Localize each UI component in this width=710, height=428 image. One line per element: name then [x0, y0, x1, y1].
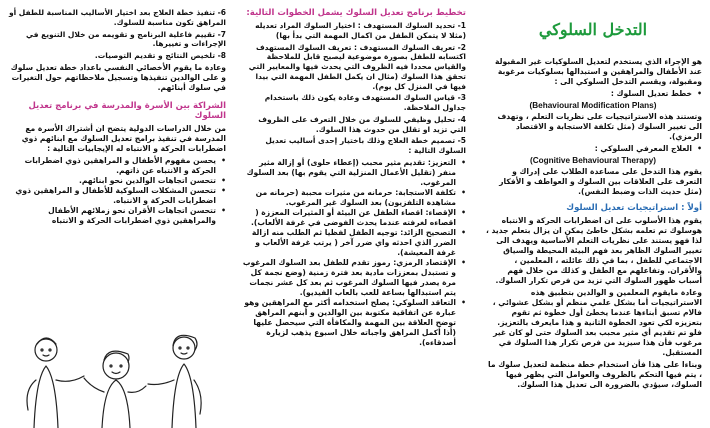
bullet-behavioural-plans: • خطط تعديل السلوك :	[484, 89, 702, 99]
bullet-cbt: • العلاج المعرفي السلوكي :	[484, 144, 702, 154]
strategies-paragraph-1: يقوم هذا الأسلوب على ان اضطرابات الحركة و الانتباه هوسلوك تم تعلمه بشكل خاطئ يمكن ان يزال بتعلم جديد ، لذا فهو يستند على نظريات التعلم الأساسية ويهدف الى تغيير السلوك الظاهر بعد فهم البيئة المحيطة والسياق الاجتماعي للطفل ، بما في ذلك عائلته ، المعلمين ، والأقران. وتفاعلهم مع الطفل و كذلك من خلال فهم أسباب ظهور السلوك التي تزيد من فرص تكرار السلوك.	[485, 216, 702, 286]
left-column	[0, 0, 232, 428]
method-item: • التعزيز: تقديم مثير محبب (إعطاء حلوى) أو إزالة مثير منفر (تقليل الأعمال المنزلية التي يقوم بها) بعد السلوك المرغوب.	[242, 158, 466, 188]
child-figure-icon	[84, 351, 146, 428]
planning-step: 5- تصميم خطة العلاج وذلك باختيار إحدى أساليب تعديل السلوك التالية :	[265, 136, 466, 155]
method-item: • الإقصاء: اقصاء الطفل عن البيئة أو المثيرات المعززة ( اقصاءه لغرفته عندما يحدث الفوضى في غرفة الألعاب).	[242, 208, 466, 228]
intro-paragraph: هو الإجراء الذي يستخدم لتعديل السلوكيات غير المقبولة عند الأطفال والمراهقين و استبدالها بسلوكيات مرغوبة ومقبولة، ويقسم التدخل السلوكي الى :	[494, 57, 702, 87]
benefit-item: • يحسن مفهوم الأطفال و المراهقين ذوي اضطرابات الحركة و الانتباه عن ذاتهم.	[4, 156, 226, 176]
method-item: • الإقتصاد الرمزي: رموز تقدم للطفل بعد السلوك المرغوب و تستبدل بمعززات مادية بعد فترة زمنية (وضع نجمة كل مرة يصدر فيها السلوك المرغوب ثم بعد كل عشر نجمات يتم استبدالها بساعة للعب بالعاب الفيديو).	[242, 258, 466, 298]
partnership-paragraph: من خلال الدراسات الدولية يتضح ان أشتراك الأسرة مع المدرسة في تنفيذ برامج تعديل السلوك مع ابنائهم ذوي اضطرابات الحركة و الانتباه له الإيجابيات التالية :	[21, 123, 226, 153]
middle-column	[236, 0, 472, 428]
benefit-item: • تتحسن المشكلات السلوكية للأطفال و المراهقين ذوي اضطرابات الحركة و الانتباه.	[4, 186, 226, 206]
bullet1-english: (Behavioural Modification Plans)	[529, 101, 657, 111]
strategies-paragraph-3: وبناءا على هذا فأن استخدام خطة منظمة لتعديل سلوك ما ، يتم فيها التحكم بالظروف والعوامل التي يظهر فيها السلوك، سيؤدي بالضرورة الى تعديل هذا السلوك.	[488, 360, 702, 390]
method-item: • التصحيح الزائد: توجيه الطفل لفظيا ثم الطلب منه ازالة الضرر الذي احدثه واي ضرر آخر ( يرتب غرفة الألعاب و غرفة المعيشة).	[242, 228, 466, 258]
psychologist-paragraph: وعادة ما يقوم الأخصائي النفسي باعداد خطة تعديل سلوك و على الوالدين تنفيذها وتسجيل ملاحظاتهم حول التغيرات في سلوك أبنائهم.	[10, 62, 226, 92]
adult-figure-icon	[27, 338, 84, 428]
strategies-paragraph-2: وعادة مايقوم المعلمين و الوالدين بتطبيق هذه الاستراتيجيات أما بشكل علمي منظم أو بشكل عشوائي ، فالام تسبق أبناءها عندما يخطئ أول خطوة ثم تقوم بتعزيزه لكي تعود الخطوة الثانية و هذا مايعرف بالتعزيز. فلو تم تقديم أي مثير محبب بعد السلوك حتى لو كان غير مرغوب فأن هذا سيزيد من فرص تكرار هذا السلوك في المستقبل.	[492, 288, 702, 358]
method-item: • تكلفة الاستجابة: حرمانه من مثيرات محببة (حرمانه من مشاهدة التلفزيون) بعد السلوك غير المرغوب.	[242, 188, 466, 208]
intervention-types-list	[484, 89, 702, 99]
planning-step: 3- قياس السلوك المستهدف وعادة يكون ذلك باستخدام جداول الملاحظة.	[264, 93, 466, 112]
continued-steps-list	[4, 8, 226, 61]
bullet2-english: (Cognitive Behavioural Therapy)	[529, 156, 657, 166]
page-title: التدخل السلوكي	[538, 20, 648, 39]
family-illustration	[6, 320, 226, 428]
partnership-heading: الشراكة بين الأسرة والمدرسة في برنامج تعديل السلوك	[28, 100, 226, 121]
right-column	[478, 0, 710, 428]
intervention-types-list-2	[484, 144, 702, 154]
planning-step: 7- تقييم فاعلية البرنامج و تقويمه من خلال التنويع في الإجراءات و تغييرها.	[26, 29, 226, 49]
planning-step: 4- تحليل وظيفي للسلوك من خلال التعرف على الظروف التي تزيد او تقلل من حدوث هذا السلوك.	[258, 114, 466, 134]
planning-step: 6- تنفيذ خطة العلاج بعد اختيار الأساليب المناسبة للطفل أو المراهق تكون مناسبة للسلوك.	[8, 8, 226, 27]
methods-list	[242, 158, 466, 348]
planning-step: 2- تعريف السلوك المستهدف : تعريف السلوك المستهدف اكتسابه للطفل بصورة موضوعية ليصبح قابل للملاحظة والقياس محددا فيه الظروف التي يحدث فيها والمعايير التي تحقق هذا السلوك (مثال ان يكمل الطفل المهمة التي بيدا فيها في المنزل كل يوم).	[248, 42, 466, 91]
adult-figure-right-icon	[148, 335, 201, 428]
benefit-item: • تتحسن اتجاهات الوالدين نحو ابنائهم.	[4, 176, 226, 186]
benefit-item: • تتحسن اتجاهات الأقران نحو زملائهم الأطفال والمراهقين ذوي اضطرابات الحركة و الانتباه	[4, 206, 226, 226]
strategies-heading: أولاً : استراتيجيات تعديل السلوك	[566, 203, 702, 214]
bullet2-description: يقوم هذا التدخل على مساعدة الطلاب على إدراك و التعرف على العلاقات بين السلوك و العواطف و الأفكار (مثل حديث الذات وضبط النفس).	[499, 167, 702, 197]
planning-step: 1- تحديد السلوك المستهدف : اختيار السلوك المراد تعديله (مثلا لا يتمكن الطفل من اكمال المهمة التي بدأ بها)	[255, 21, 466, 40]
benefits-list	[4, 156, 226, 226]
planning-heading: تخطيط برنامج تعديل السلوك يشمل الخطوات التالية:	[246, 8, 466, 18]
planning-steps-list	[242, 21, 466, 156]
method-item: • التعاقد السلوكي: يصلح استخدامه أكثر مع المراهقين وهو عبارة عن اتفاقية مكتوبة بين الوالدين و أبنهم المراهق توضح العلاقة بين المهمة والمكافأة التي سيحصل عليها (أذا أكمل المراهق واجباته خلال اسبوع يذهب لزيارة أصدقاءه).	[242, 298, 466, 348]
bullet1-description: وتستند هذه الاستراتيجيات على نظريات التعلم ، وتهدف الى تغيير السلوك (مثل تكلفة الاستجابة و الاقتصاد الرمزي).	[497, 112, 702, 142]
planning-step: 8- تلخيص النتائج و تقديم التوصيات.	[94, 51, 226, 60]
